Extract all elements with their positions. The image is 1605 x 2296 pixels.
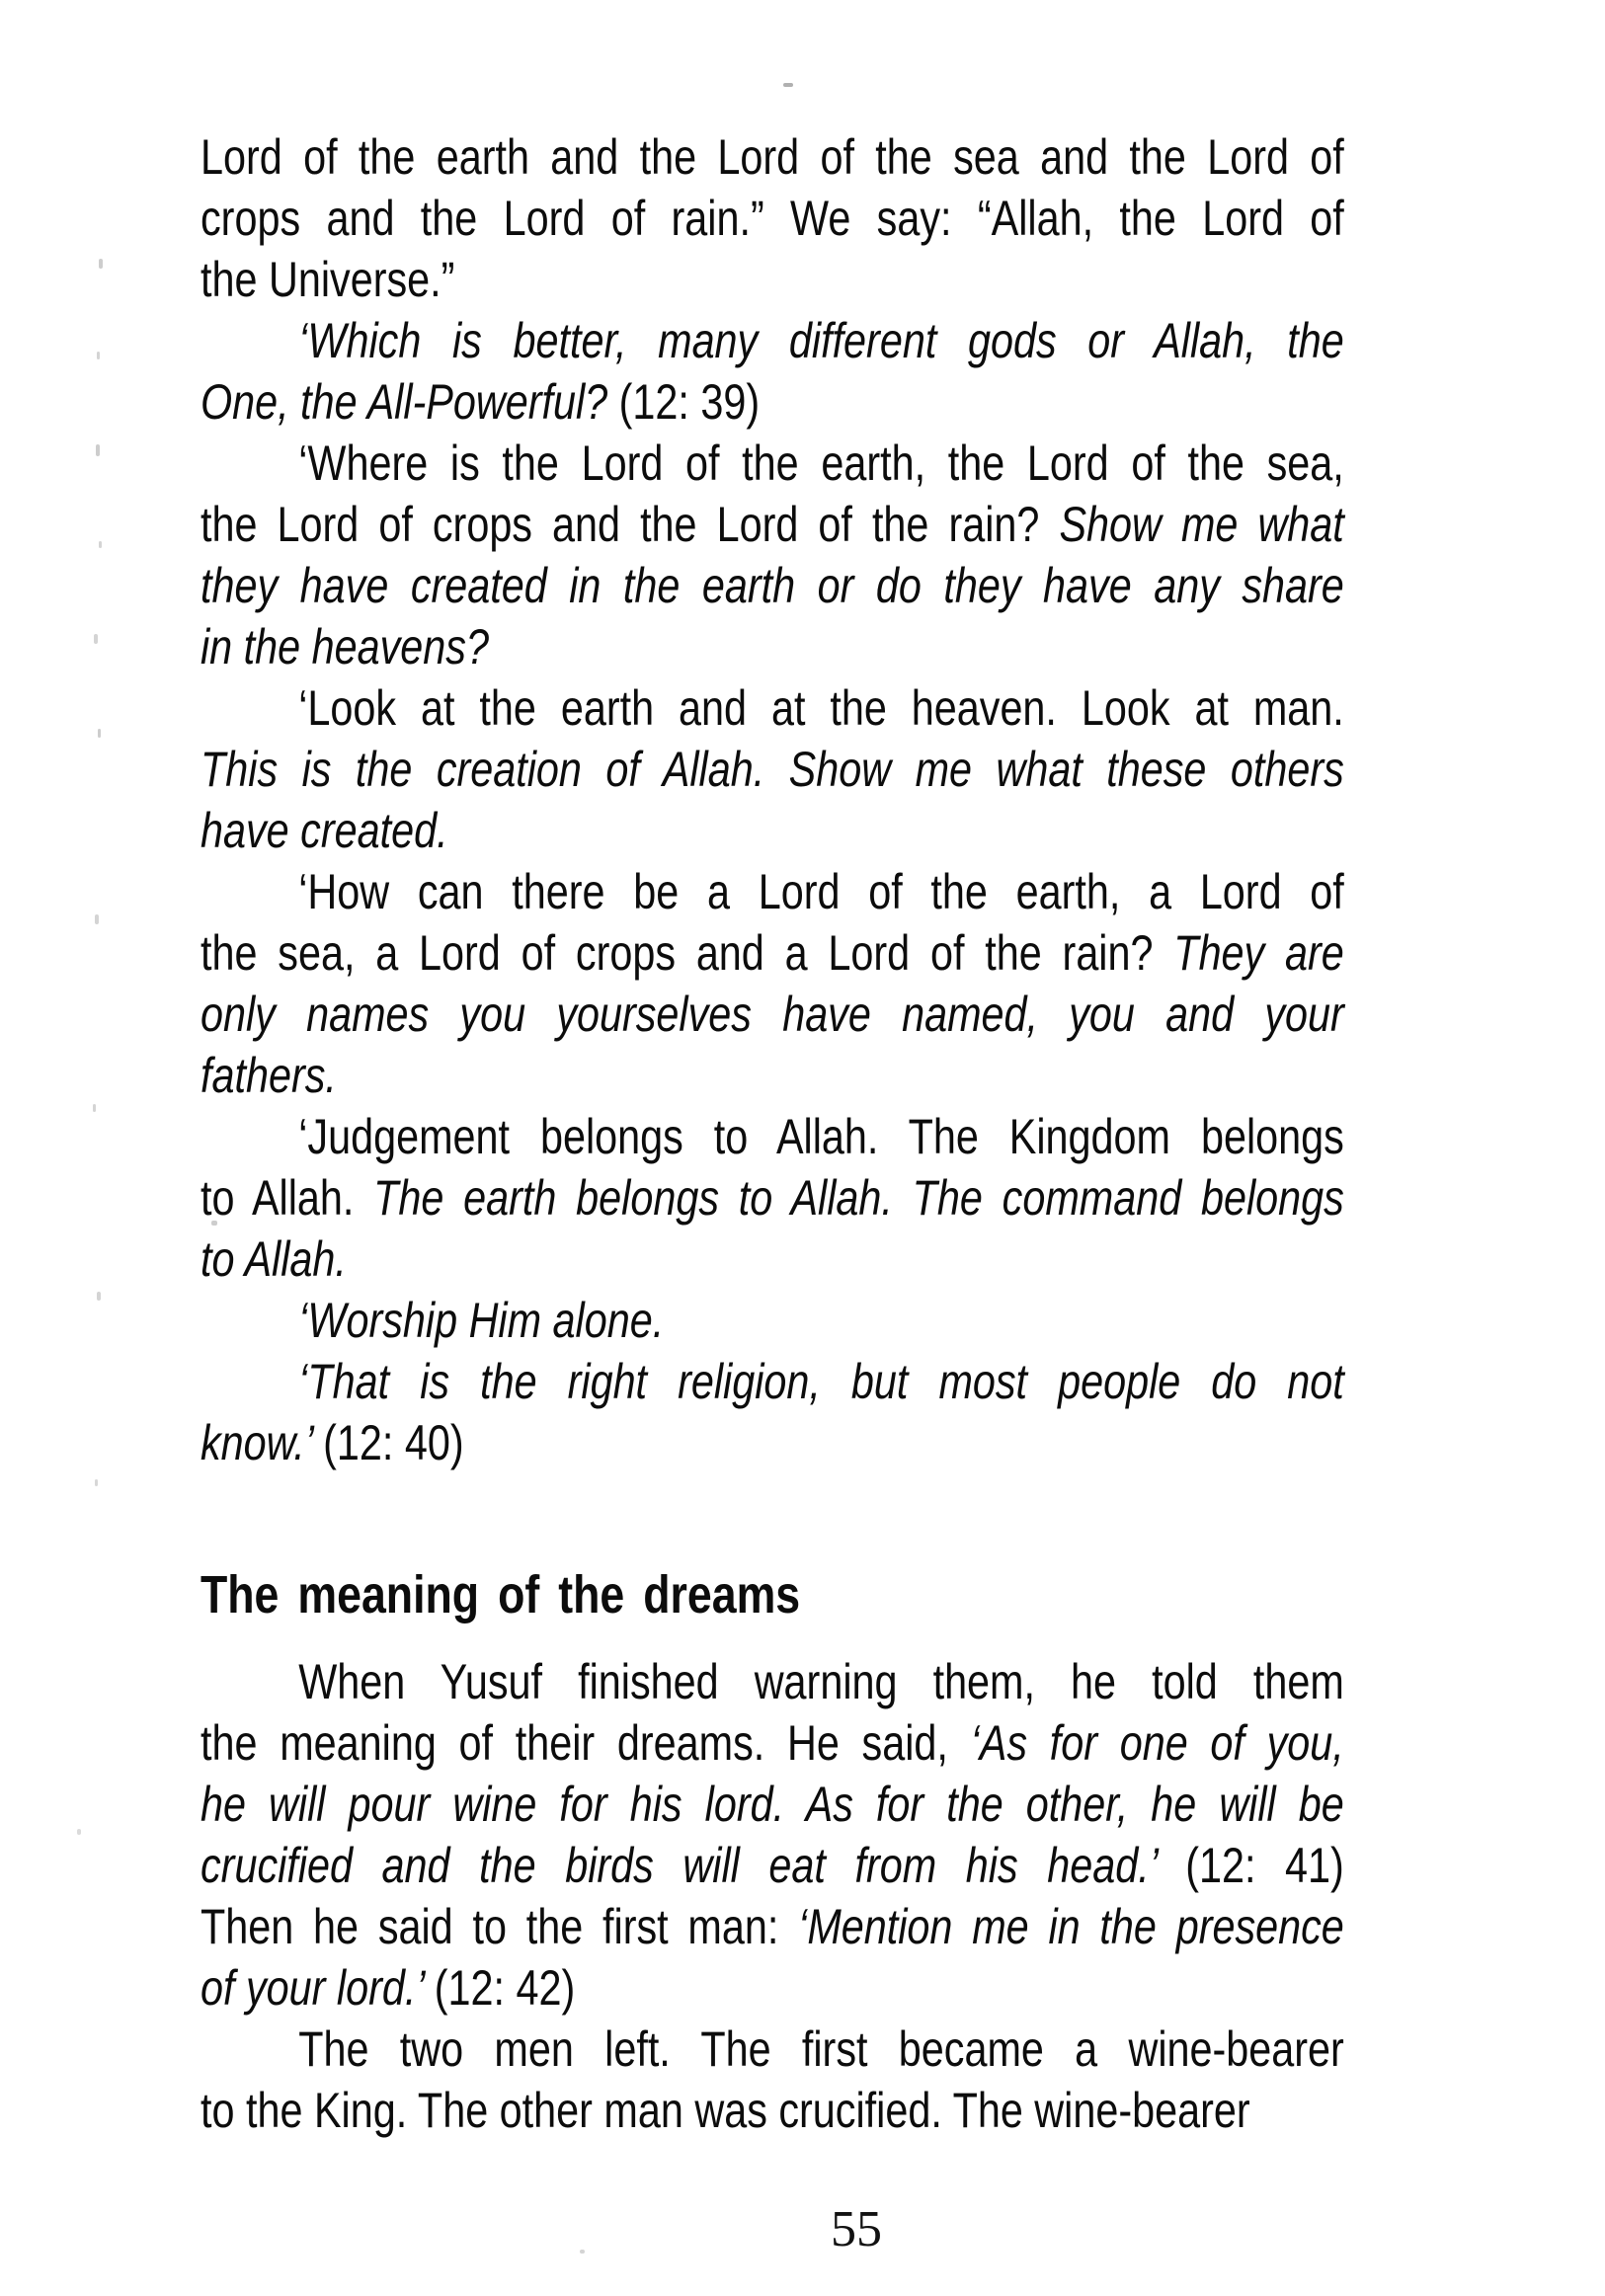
text-line	[201, 677, 1344, 739]
text-line	[201, 1835, 1344, 1896]
scan-artifact	[77, 1829, 81, 1835]
italic-run: ‘Which is better, many different gods or Allah, the	[298, 313, 1344, 368]
italic-run: have created.	[201, 803, 448, 858]
text-line	[201, 1351, 1344, 1412]
text-run: (12: 40)	[323, 1415, 464, 1470]
page-number: 55	[831, 2201, 882, 2257]
scan-artifact	[95, 1479, 98, 1486]
italic-run: They are	[1173, 925, 1344, 981]
text-line	[201, 739, 1344, 800]
text-line	[201, 616, 1344, 677]
scan-artifact	[211, 1221, 217, 1226]
text-run: ‘How can there be a Lord of the earth, a Lord of	[298, 864, 1344, 919]
italic-run: ‘As for one of you,	[970, 1715, 1344, 1771]
text-line	[201, 1045, 1344, 1106]
text-run: (12: 41)	[1185, 1838, 1344, 1893]
text-run: the sea, a Lord of crops and a Lord of the rain?	[201, 925, 1174, 981]
italic-run: The earth belongs to Allah. The command belongs	[373, 1170, 1344, 1226]
scan-artifact	[97, 352, 100, 359]
text-line	[201, 494, 1344, 555]
paragraph	[201, 861, 1344, 1106]
italic-run: he will pour wine for his lord. As for the other, he will be	[201, 1777, 1344, 1832]
text-run: Lord of the earth and the Lord of the sea and the Lord of	[201, 129, 1344, 185]
scan-artifact	[98, 729, 101, 738]
italic-run: ‘Worship Him alone.	[298, 1293, 665, 1348]
italic-run: they have created in the earth or do they have any share	[201, 558, 1344, 613]
italic-run: know.’	[201, 1415, 324, 1470]
text-line	[201, 371, 1344, 433]
text-line	[201, 1412, 1344, 1473]
text-line	[201, 555, 1344, 616]
text-run: ‘Look at the earth and at the heaven. Look at man.	[298, 680, 1344, 736]
text-run: The two men left. The first became a wine-bearer	[298, 2021, 1344, 2077]
scan-artifact	[580, 2250, 585, 2254]
text-line	[201, 1957, 1344, 2019]
paragraph	[201, 1290, 1344, 1351]
scan-artifact	[94, 634, 98, 644]
text-run: (12: 39)	[618, 374, 761, 430]
paragraph	[201, 310, 1344, 433]
text-block	[201, 126, 1344, 2141]
italic-run: ‘Mention me in the presence	[798, 1899, 1344, 1954]
text-line	[201, 1712, 1344, 1774]
italic-run: in the heavens?	[201, 619, 489, 674]
paragraph	[201, 1106, 1344, 1290]
text-line	[201, 1651, 1344, 1712]
text-line	[201, 800, 1344, 861]
text-run: the Lord of crops and the Lord of the rain?	[201, 497, 1060, 552]
paragraph	[201, 433, 1344, 677]
text-line	[201, 188, 1344, 249]
text-line	[201, 1896, 1344, 1957]
italic-run: ‘That is the right religion, but most people do not	[298, 1354, 1344, 1409]
italic-run: fathers.	[201, 1048, 337, 1103]
italic-run: crucified and the birds will eat from his head.’	[201, 1838, 1186, 1893]
text-line	[201, 861, 1344, 922]
scan-artifact	[97, 1292, 101, 1301]
text-line	[201, 249, 1344, 310]
italic-run: This is the creation of Allah. Show me what these others	[201, 742, 1344, 797]
paragraph	[201, 126, 1344, 310]
text-run: crops and the Lord of rain.” We say: “Allah, the Lord of	[201, 191, 1344, 246]
text-run: the Universe.”	[201, 252, 455, 307]
paragraph	[201, 1651, 1344, 2019]
paragraph	[201, 677, 1344, 861]
scan-artifact	[93, 1104, 96, 1112]
text-line	[201, 1106, 1344, 1167]
text-line	[201, 1290, 1344, 1351]
text-run: ‘Judgement belongs to Allah. The Kingdom belongs	[298, 1109, 1344, 1164]
italic-run: to Allah.	[201, 1231, 347, 1287]
text-run: When Yusuf finished warning them, he told them	[298, 1654, 1344, 1709]
text-run: (12: 42)	[434, 1960, 576, 2016]
text-run: the meaning of their dreams. He said,	[201, 1715, 971, 1771]
text-line	[201, 2019, 1344, 2080]
text-line	[201, 2080, 1344, 2141]
scan-artifact	[99, 541, 102, 548]
text-line	[201, 1167, 1344, 1228]
text-line	[201, 433, 1344, 494]
text-run: to the King. The other man was crucified. The wine-bearer	[201, 2083, 1250, 2138]
text-run: Then he said to the first man:	[201, 1899, 799, 1954]
paragraph	[201, 2019, 1344, 2141]
text-line	[201, 126, 1344, 188]
text-line	[201, 1228, 1344, 1290]
italic-run: One, the All-Powerful?	[201, 374, 619, 430]
italic-run: Show me what	[1059, 497, 1344, 552]
italic-run: of your lord.’	[201, 1960, 435, 2016]
section-heading: The meaning of the dreams	[201, 1565, 801, 1624]
text-line	[201, 984, 1344, 1045]
text-line	[201, 922, 1344, 984]
italic-run: only names you yourselves have named, you and your	[201, 987, 1344, 1042]
text-line	[201, 1774, 1344, 1835]
text-run: ‘Where is the Lord of the earth, the Lord of the sea,	[298, 435, 1344, 491]
paragraph	[201, 1351, 1344, 1473]
text-run: to Allah.	[201, 1170, 374, 1226]
text-block-inner	[201, 126, 1344, 2141]
scan-artifact	[99, 259, 103, 269]
scan-artifact	[95, 914, 99, 924]
text-line	[201, 310, 1344, 371]
scan-artifact	[783, 83, 793, 87]
scan-artifact	[96, 444, 100, 456]
